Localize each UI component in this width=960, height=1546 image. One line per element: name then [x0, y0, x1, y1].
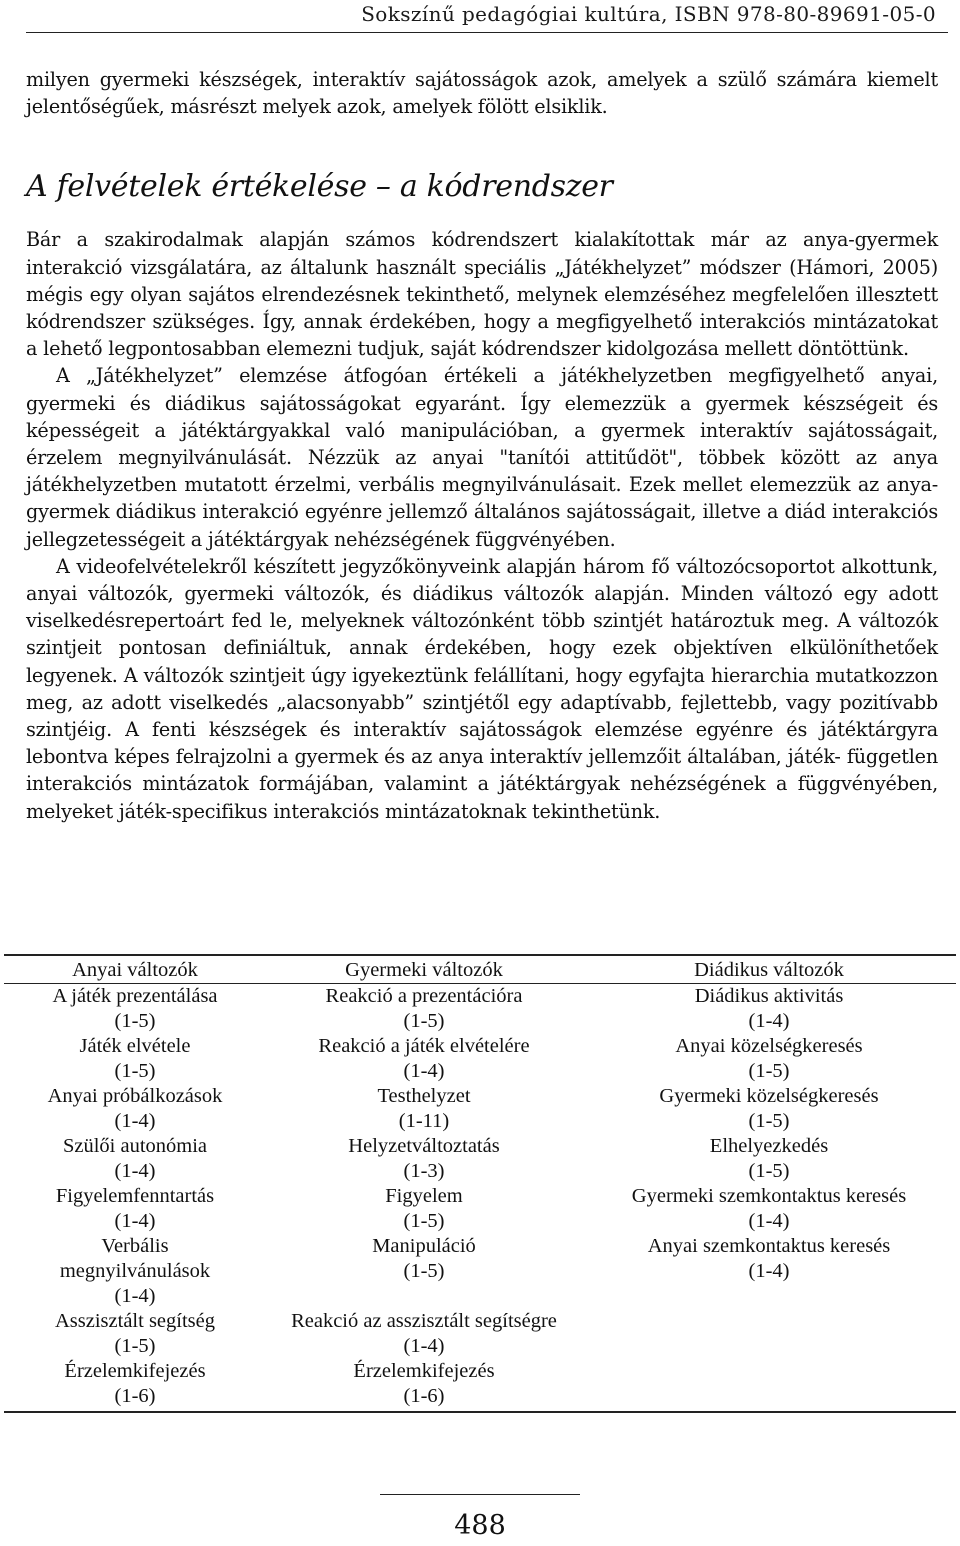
table-row: [4, 1384, 956, 1412]
table-cell: Figyelemfenntartás: [55, 1185, 215, 1207]
header-dyadic-variables: Diádikus változók: [582, 955, 956, 984]
table-cell: Asszisztált segítség: [55, 1310, 215, 1332]
table-cell: (1-4): [748, 1260, 790, 1282]
table-cell: Diádikus aktivitás: [694, 985, 844, 1007]
table-cell: [266, 1284, 582, 1309]
table-cell: Helyzetváltoztatás: [348, 1135, 500, 1157]
table-row: [4, 1109, 956, 1134]
table-cell: Figyelem: [385, 1185, 463, 1207]
header-text: Sokszínű pedagógiai kultúra, ISBN 978-80-89691-05-0: [361, 2, 936, 26]
table-cell: (1-4): [403, 1060, 445, 1082]
table-cell: (1-5): [403, 1010, 445, 1032]
table-cell: (1-5): [114, 1060, 156, 1082]
table-row: [4, 1234, 956, 1259]
table-cell: Manipuláció: [372, 1235, 476, 1257]
table-row: [4, 1334, 956, 1359]
header-rule: [26, 32, 948, 33]
table-cell: (1-4): [114, 1285, 156, 1307]
table-row: [4, 984, 956, 1010]
table-cell: (1-4): [114, 1110, 156, 1132]
table-cell: (1-5): [403, 1210, 445, 1232]
table-cell: (1-6): [266, 1384, 582, 1412]
body-paragraph-2: A „Játékhelyzet” elemzése átfogóan értékeli a játékhelyzetben megfigyelhető anyai, gyermeki és diádikus sajátosságokat egyaránt. Így elemezzük a gyermek készségeit és képességeit a játéktárgyakkal való manipulációban, a gyermek interaktív sajátosságait, érzelem megnyilvánulását. Nézzük az anyai "tanítói attitűdöt", többek között az anya játékhelyzetben mutatott érzelmi, verbális megnyilvánulásait. Ezek mellet elemezzük az anya-gyermek diádikus interakció egyénre jellemző általános sajátosságait, illetve a diád interakciós jellegzetességeit a játéktárgyak nehézségének függvényében.: [26, 364, 938, 551]
table-cell: [582, 1284, 956, 1309]
table-cell: (1-11): [398, 1110, 450, 1132]
table-cell: (1-3): [403, 1160, 445, 1182]
table-cell: (1-4): [403, 1335, 445, 1357]
page-number: 488: [454, 1510, 506, 1541]
table-cell: (1-5): [748, 1110, 790, 1132]
table-cell: [582, 1359, 956, 1384]
page-content: [26, 66, 938, 825]
table-row: [4, 1184, 956, 1209]
table-cell: Reakció az asszisztált segítségre: [291, 1310, 557, 1332]
table-row: [4, 1009, 956, 1034]
table-cell: Reakció a prezentációra: [325, 985, 523, 1007]
table-cell: Testhelyzet: [377, 1085, 471, 1107]
table-row: [4, 1134, 956, 1159]
table-row: [4, 1284, 956, 1309]
table-cell: megnyilvánulások: [59, 1260, 211, 1282]
table-row: [4, 1059, 956, 1084]
table-row: [4, 1159, 956, 1184]
table-cell: Anyai szemkontaktus keresés: [647, 1235, 891, 1257]
table-cell: (1-4): [114, 1210, 156, 1232]
table-cell: [582, 1309, 956, 1334]
table-cell: Anyai közelségkeresés: [675, 1035, 863, 1057]
table-cell: (1-4): [748, 1210, 790, 1232]
table-row: [4, 1259, 956, 1284]
table-row: [4, 1209, 956, 1234]
intro-paragraph: milyen gyermeki készségek, interaktív sajátosságok azok, amelyek a szülő számára kiemelt jelentőségűek, másrészt melyek azok, amelyek fölött elsiklik.: [26, 68, 938, 119]
table-row: [4, 1359, 956, 1384]
table-row: [4, 1084, 956, 1109]
header-maternal-variables: Anyai változók: [4, 955, 266, 984]
table-cell: (1-4): [748, 1010, 790, 1032]
variables-table-wrap: [4, 954, 956, 1413]
table-cell: Érzelemkifejezés: [64, 1360, 206, 1382]
table-cell: (1-5): [114, 1335, 156, 1357]
table-cell: (1-4): [114, 1160, 156, 1182]
table-cell: Anyai próbálkozások: [47, 1085, 223, 1107]
table-cell: Elhelyezkedés: [709, 1135, 829, 1157]
footer-rule: [380, 1494, 580, 1495]
table-cell: Érzelemkifejezés: [353, 1360, 495, 1382]
table-cell: Verbális: [101, 1235, 169, 1257]
body-paragraph-3: A videofelvételekről készített jegyzőkönyveink alapján három fő változócsoportot alkottunk, anyai változók, gyermeki változók, és diádikus változók alapján. Minden változó egy adott viselkedésrepertoárt fed le, melyeknek változónként több szintjét határoztuk meg. A változók szintjeit pontosan definiáltuk, annak érdekében, hogy ezek objektíven elkülöníthetőek legyenek. A változók szintjeit úgy igyekeztünk felállítani, hogy egyfajta hierarchia mutatkozzon meg, az adott viselkedés „alacsonyabb” szintjétől egy adaptívabb, fejlettebb, vagy pozitívabb szintjéig. A fenti készségek és interaktív sajátosságok elemzése egyénre és játéktárgyra lebontva képes felrajzolni a gyermek és az anya interaktív jellemzőit általában, játék- független interakciós mintázatok formájában, valamint a játéktárgyak nehézségének a függvényében, melyeket játék-specifikus interakciós mintázatoknak tekinthetünk.: [26, 554, 938, 823]
table-cell: Gyermeki szemkontaktus keresés: [631, 1185, 907, 1207]
table-cell: Szülői autonómia: [62, 1135, 208, 1157]
table-cell: Gyermeki közelségkeresés: [659, 1085, 879, 1107]
table-row: [4, 1309, 956, 1334]
table-cell: Reakció a játék elvételére: [318, 1035, 530, 1057]
table-cell: (1-6): [4, 1384, 266, 1412]
table-cell: [582, 1384, 956, 1412]
table-cell: Játék elvétele: [79, 1035, 191, 1057]
table-cell: [582, 1334, 956, 1359]
body-paragraph-1: Bár a szakirodalmak alapján számos kódrendszert kialakítottak már az anya-gyermek interakció vizsgálatára, az általunk használt speciális „Játékhelyzet” módszer (Hámori, 2005) mégis egy olyan sajátos elrendezésnek tekinthető, melynek elemzéséhez megfelelően illesztett kódrendszer szükséges. Így, annak érdekében, hogy a megfigyelhető interakciós mintázatokat a lehető legpontosabban elemezni tudjuk, saját kódrendszer kidolgozása mellett döntöttünk.: [26, 228, 938, 361]
variables-table: [4, 954, 956, 1413]
table-cell: A játék prezentálása: [52, 985, 218, 1007]
header-child-variables: Gyermeki változók: [266, 955, 582, 984]
table-cell: (1-5): [114, 1010, 156, 1032]
table-header-row: [4, 955, 956, 984]
table-cell: (1-5): [748, 1060, 790, 1082]
section-title: A felvételek értékelése – a kódrendszer: [26, 169, 613, 205]
table-body: [4, 984, 956, 1413]
table-row: [4, 1034, 956, 1059]
table-cell: (1-5): [403, 1260, 445, 1282]
table-cell: (1-5): [748, 1160, 790, 1182]
